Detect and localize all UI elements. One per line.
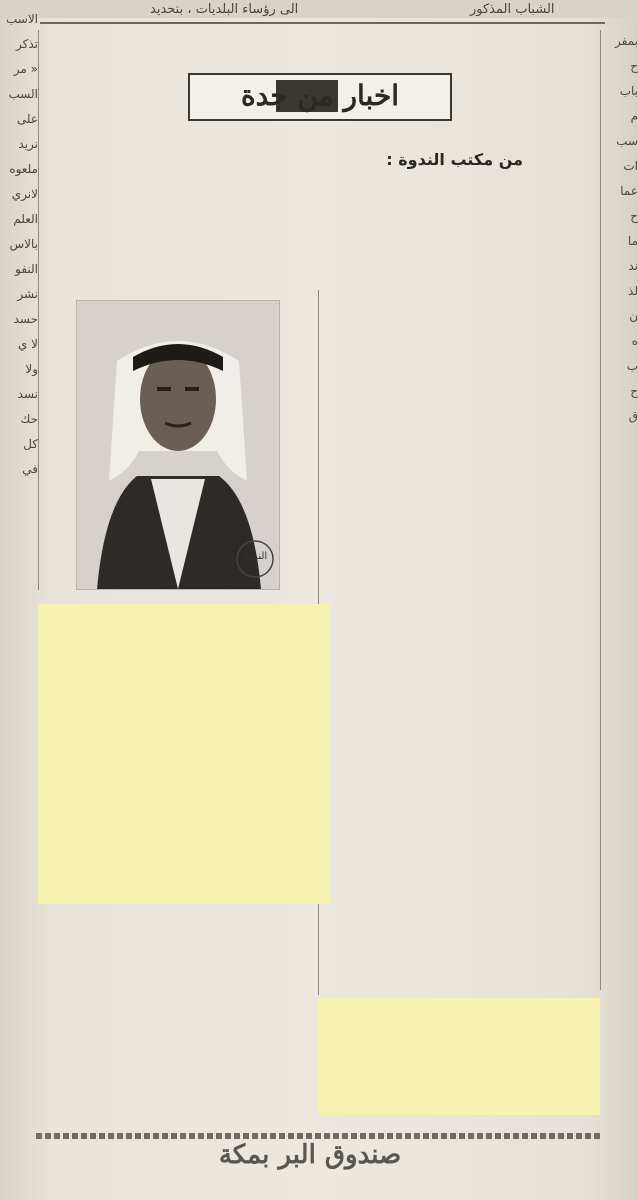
left-column-fragments bbox=[0, 8, 38, 483]
right-edge-text: ن bbox=[629, 309, 638, 323]
footer-rule bbox=[36, 1133, 601, 1139]
left-edge-text: السب bbox=[8, 87, 38, 101]
right-edge-text: ند bbox=[628, 259, 638, 273]
header-fragment-2: الشباب المذكور bbox=[470, 2, 555, 17]
right-edge-text: سب bbox=[616, 134, 638, 148]
left-edge-text: بالاس bbox=[9, 237, 38, 251]
left-edge-text: النفو bbox=[15, 262, 38, 276]
right-column-fragments bbox=[604, 30, 638, 430]
right-edge-text: لذ bbox=[628, 284, 638, 298]
left-edge-text: تذكر bbox=[16, 37, 38, 51]
left-edge-text: ولا bbox=[25, 362, 38, 376]
right-edge-text: ح bbox=[630, 209, 638, 223]
left-edge-text: الاسب bbox=[5, 12, 38, 26]
top-rule bbox=[40, 22, 605, 24]
highlight-box-accident bbox=[38, 604, 330, 904]
masthead-label: اخبار من جدة bbox=[240, 79, 400, 112]
right-edge-text: بمفر bbox=[615, 34, 638, 48]
right-edge-text: ب bbox=[626, 359, 638, 373]
left-edge-text: في bbox=[22, 462, 38, 476]
photo-credit-mark: الندوة bbox=[243, 551, 268, 562]
left-edge-text: كل bbox=[23, 437, 38, 451]
left-edge-text: على bbox=[16, 112, 38, 126]
right-edge-text: ه bbox=[631, 334, 638, 348]
left-edge-text: العلم bbox=[13, 212, 38, 226]
right-edge-text: ات bbox=[623, 159, 638, 173]
right-edge-text: م bbox=[630, 109, 638, 123]
right-edge-text: ح bbox=[630, 384, 638, 398]
left-edge-text: نسد bbox=[17, 387, 38, 401]
left-column-divider bbox=[38, 30, 39, 590]
left-edge-text: لا ي bbox=[17, 337, 38, 351]
section-masthead bbox=[188, 73, 452, 121]
footer-title: صندوق البر بمكة bbox=[218, 1140, 402, 1170]
left-edge-text: نريد bbox=[18, 137, 38, 151]
left-edge-text: نشر bbox=[17, 287, 38, 301]
portrait-photo bbox=[76, 300, 280, 590]
right-edge-text: عما bbox=[620, 184, 638, 198]
left-edge-text: حك bbox=[20, 412, 38, 426]
right-edge-text: ما bbox=[627, 234, 638, 248]
left-edge-text: ملعوه bbox=[9, 162, 38, 176]
left-edge-text: لانري bbox=[11, 187, 38, 201]
right-edge-text: ق bbox=[628, 409, 638, 423]
section-subheading: من مكتب الندوة : bbox=[386, 150, 523, 169]
left-edge-text: « مر bbox=[13, 62, 38, 76]
header-fragment-1: الى رؤساء البلديات ، بتحديد bbox=[150, 2, 299, 17]
right-edge-text: ح bbox=[630, 59, 638, 73]
highlight-box-water-cart bbox=[318, 998, 600, 1115]
right-edge-text: باب bbox=[619, 84, 638, 98]
left-edge-text: حسد bbox=[13, 312, 38, 326]
right-column-divider bbox=[600, 30, 601, 990]
portrait-image-icon bbox=[77, 301, 279, 589]
